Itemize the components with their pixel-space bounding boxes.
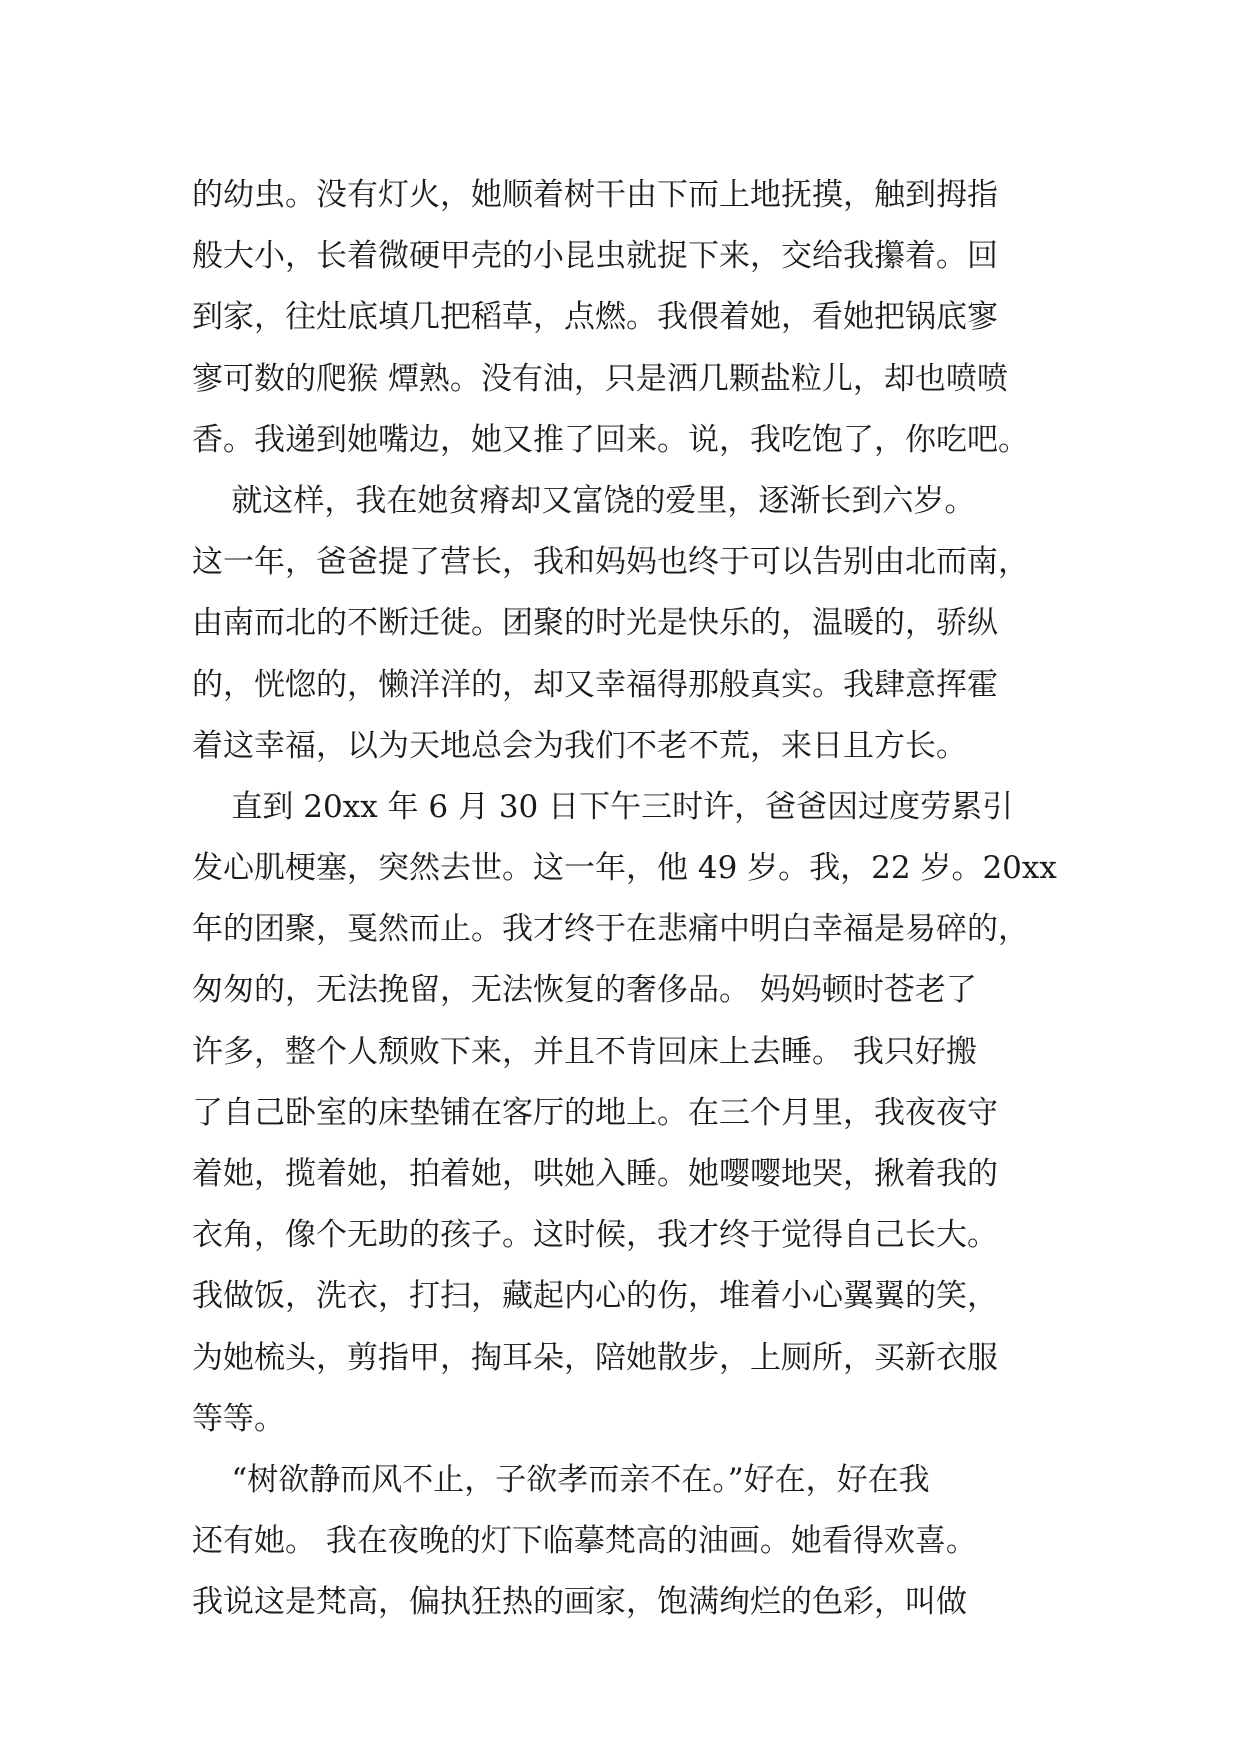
text-line: 为她梳头，剪指甲，掏耳朵，陪她散步，上厕所，买新衣服 — [192, 1339, 998, 1376]
text-line: 着这幸福，以为天地总会为我们不老不荒，来日且方长。 — [192, 727, 967, 764]
text-line: 到家，往灶底填几把稻草，点燃。我偎着她，看她把锅底寥 — [192, 299, 998, 336]
text-line: 许多，整个人颓败下来，并且不肯回床上去睡。 我只好搬 — [192, 1033, 977, 1070]
text-line: 着她，揽着她，拍着她，哄她入睡。她嘤嘤地哭，揪着我的 — [192, 1156, 998, 1192]
text-line: 的，恍惚的，懒洋洋的，却又幸福得那般真实。我肆意挥霍 — [192, 666, 998, 703]
text-line: 般大小，长着微硬甲壳的小昆虫就捉下来，交给我攥着。回 — [192, 238, 998, 275]
text-line: 这一年，爸爸提了营长，我和妈妈也终于可以告别由北而南， — [192, 544, 1029, 581]
text-line: 的幼虫。没有灯火，她顺着树干由下而上地抚摸，触到拇指 — [192, 177, 998, 213]
text-line: 我做饭，洗衣，打扫，藏起内心的伤，堆着小心翼翼的笑， — [192, 1278, 998, 1315]
text-line: 衣角，像个无助的孩子。这时候，我才终于觉得自己长大。 — [192, 1217, 998, 1254]
text-line: 年的团聚，戛然而止。我才终于在悲痛中明白幸福是易碎的， — [192, 911, 1029, 948]
text-line: 发心肌梗塞，突然去世。这一年，他 49 岁。我，22 岁。20xx — [192, 850, 1057, 887]
text-line: 还有她。 我在夜晚的灯下临摹梵高的油画。她看得欢喜。 — [192, 1523, 977, 1560]
text-line: 我说这是梵高，偏执狂热的画家，饱满绚烂的色彩，叫做 — [192, 1584, 967, 1621]
text-line: 香。我递到她嘴边，她又推了回来。说，我吃饱了，你吃吧。 — [192, 421, 1029, 458]
text-line: 就这样，我在她贫瘠却又富饶的爱里，逐渐长到六岁。 — [192, 482, 976, 519]
text-line: 由南而北的不断迁徙。团聚的时光是快乐的，温暖的，骄纵 — [192, 605, 998, 642]
body-text — [192, 165, 1057, 1634]
text-line: 等等。 — [192, 1400, 285, 1437]
text-line: 了自己卧室的床垫铺在客厅的地上。在三个月里，我夜夜守 — [192, 1094, 998, 1131]
text-line: 匆匆的，无法挽留，无法恢复的奢侈品。 妈妈顿时苍老了 — [192, 972, 977, 1009]
text-line: 直到 20xx 年 6 月 30 日下午三时许，爸爸因过度劳累引 — [192, 788, 1014, 825]
text-line: 寥可数的爬猴 燂熟。没有油，只是洒几颗盐粒儿，却也喷喷 — [192, 360, 1008, 397]
text-line: “树欲静而风不止，子欲孝而亲不在。”好在，好在我 — [192, 1461, 930, 1498]
